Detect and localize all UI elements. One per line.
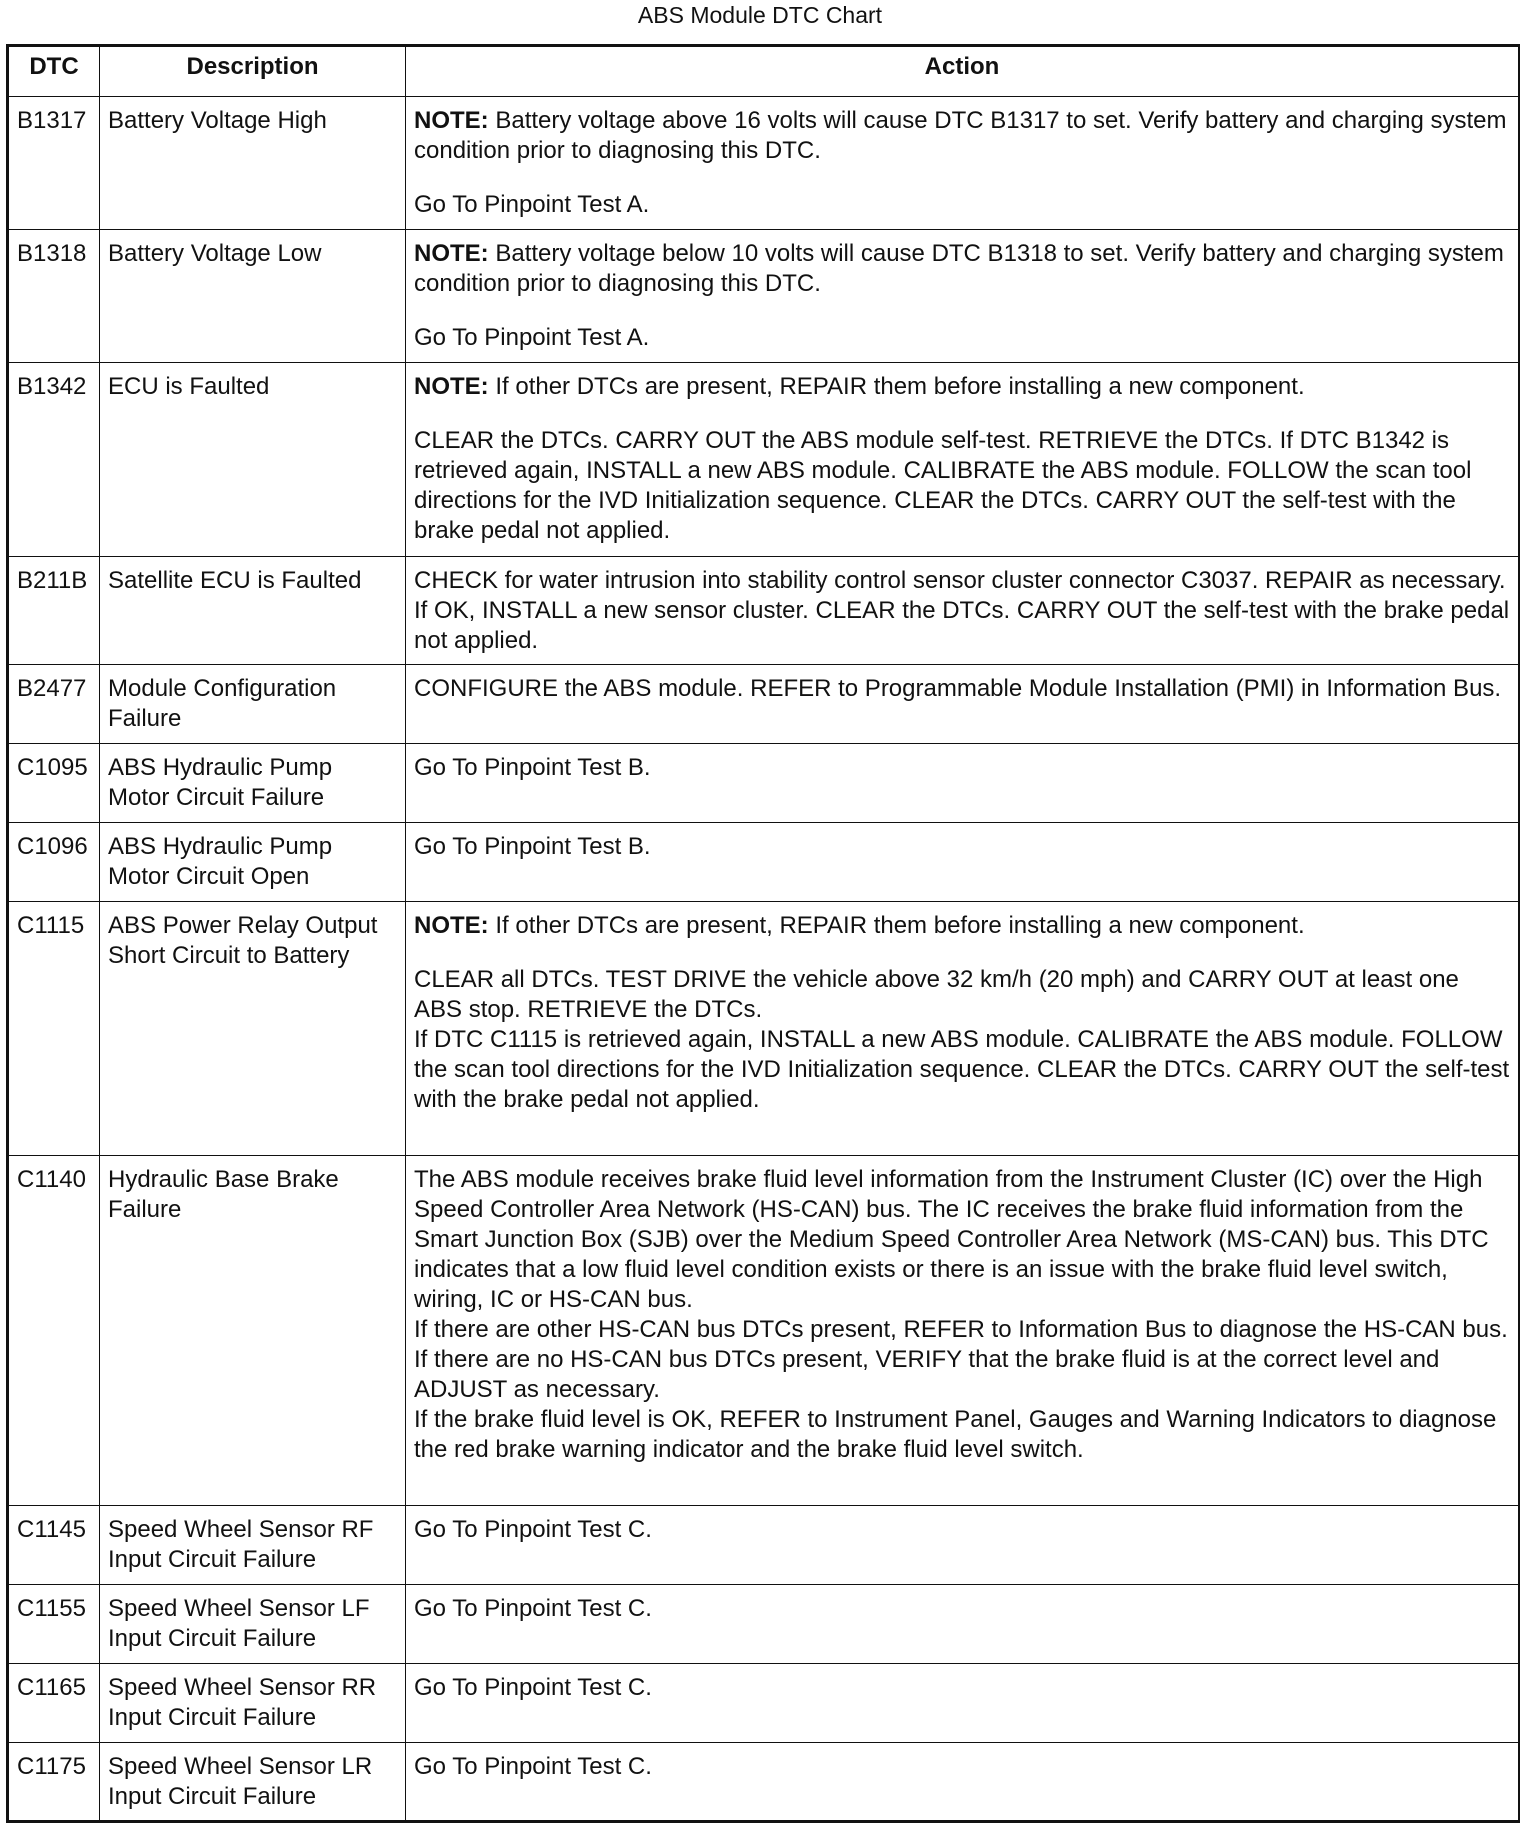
dtc-description: Module Configuration Failure — [100, 665, 406, 744]
table-row — [8, 1585, 1520, 1664]
dtc-action — [406, 97, 1520, 230]
action-text: Go To Pinpoint Test B. — [414, 754, 651, 781]
action-text: Go To Pinpoint Test B. — [414, 833, 651, 860]
note-label: NOTE: — [414, 373, 489, 400]
table-row — [8, 557, 1520, 665]
header-dtc: DTC — [8, 46, 100, 97]
dtc-code: C1115 — [8, 902, 100, 1156]
dtc-description: ECU is Faulted — [100, 363, 406, 557]
action-text: CLEAR the DTCs. CARRY OUT the ABS module self-test. RETRIEVE the DTCs. If DTC B1342 is retrieved again, INSTALL a new ABS module. CALIBRATE the ABS module. FOLLOW the scan tool directions for the IVD Initialization sequence. CLEAR the DTCs. CARRY OUT the self-test with the brake pedal not applied. — [414, 427, 1472, 544]
action-text: Go To Pinpoint Test C. — [414, 1516, 652, 1543]
dtc-description: ABS Power Relay Output Short Circuit to Battery — [100, 902, 406, 1156]
note-label: NOTE: — [414, 240, 489, 267]
action-text: Go To Pinpoint Test C. — [414, 1595, 652, 1622]
dtc-description: Battery Voltage High — [100, 97, 406, 230]
dtc-action — [406, 1506, 1520, 1585]
table-row — [8, 1506, 1520, 1585]
dtc-description: Speed Wheel Sensor LF Input Circuit Failure — [100, 1585, 406, 1664]
dtc-action — [406, 665, 1520, 744]
dtc-code: C1155 — [8, 1585, 100, 1664]
action-text: CLEAR all DTCs. TEST DRIVE the vehicle above 32 km/h (20 mph) and CARRY OUT at least one ABS stop. RETRIEVE the DTCs. — [414, 966, 1459, 1023]
dtc-code: B2477 — [8, 665, 100, 744]
action-text: Go To Pinpoint Test A. — [414, 324, 650, 351]
table-row — [8, 665, 1520, 744]
dtc-action — [406, 557, 1520, 665]
dtc-description: Speed Wheel Sensor RF Input Circuit Failure — [100, 1506, 406, 1585]
table-row — [8, 1664, 1520, 1743]
note-label: NOTE: — [414, 107, 489, 134]
dtc-code: C1140 — [8, 1156, 100, 1506]
table-row — [8, 97, 1520, 230]
dtc-description: ABS Hydraulic Pump Motor Circuit Open — [100, 823, 406, 902]
dtc-action — [406, 363, 1520, 557]
note-paragraph — [414, 372, 1510, 402]
action-text: If there are no HS-CAN bus DTCs present, VERIFY that the brake fluid is at the correct level and ADJUST as necessary. — [414, 1346, 1440, 1403]
dtc-description: Speed Wheel Sensor LR Input Circuit Failure — [100, 1743, 406, 1822]
dtc-table — [6, 44, 1520, 1823]
action-text: CONFIGURE the ABS module. REFER to Programmable Module Installation (PMI) in Information Bus. — [414, 675, 1502, 702]
dtc-code: B211B — [8, 557, 100, 665]
dtc-code: C1145 — [8, 1506, 100, 1585]
dtc-code: C1175 — [8, 1743, 100, 1822]
dtc-code: C1096 — [8, 823, 100, 902]
action-text: Go To Pinpoint Test C. — [414, 1674, 652, 1701]
dtc-action — [406, 902, 1520, 1156]
table-row — [8, 1743, 1520, 1822]
dtc-action — [406, 1156, 1520, 1506]
dtc-description: Satellite ECU is Faulted — [100, 557, 406, 665]
table-row — [8, 1156, 1520, 1506]
dtc-code: C1095 — [8, 744, 100, 823]
note-paragraph — [414, 911, 1510, 941]
table-row — [8, 363, 1520, 557]
chart-title: ABS Module DTC Chart — [637, 2, 883, 28]
dtc-description: Speed Wheel Sensor RR Input Circuit Failure — [100, 1664, 406, 1743]
dtc-description: Hydraulic Base Brake Failure — [100, 1156, 406, 1506]
note-paragraph — [414, 239, 1510, 299]
dtc-description: Battery Voltage Low — [100, 230, 406, 363]
note-text: If other DTCs are present, REPAIR them before installing a new component. — [495, 912, 1305, 939]
dtc-action — [406, 744, 1520, 823]
action-text: If there are other HS-CAN bus DTCs present, REFER to Information Bus to diagnose the HS-CAN bus. — [414, 1316, 1508, 1343]
dtc-code: B1318 — [8, 230, 100, 363]
dtc-action — [406, 230, 1520, 363]
table-row — [8, 902, 1520, 1156]
dtc-action — [406, 1585, 1520, 1664]
dtc-code: C1165 — [8, 1664, 100, 1743]
header-action: Action — [406, 46, 1520, 97]
action-text: Go To Pinpoint Test C. — [414, 1753, 652, 1780]
dtc-description: ABS Hydraulic Pump Motor Circuit Failure — [100, 744, 406, 823]
action-text: CHECK for water intrusion into stability control sensor cluster connector C3037. REPAIR as necessary. If OK, INSTALL a new sensor cluster. CLEAR the DTCs. CARRY OUT the self-test with the brake pedal not applied. — [414, 567, 1510, 654]
action-text: Go To Pinpoint Test A. — [414, 191, 650, 218]
header-description: Description — [100, 46, 406, 97]
table-row — [8, 744, 1520, 823]
dtc-code: B1317 — [8, 97, 100, 230]
note-text: If other DTCs are present, REPAIR them before installing a new component. — [495, 373, 1305, 400]
dtc-action — [406, 1743, 1520, 1822]
dtc-action — [406, 823, 1520, 902]
header-row — [8, 46, 1520, 97]
dtc-code: B1342 — [8, 363, 100, 557]
table-row — [8, 823, 1520, 902]
dtc-action — [406, 1664, 1520, 1743]
note-text: Battery voltage below 10 volts will cause DTC B1318 to set. Verify battery and charging system condition prior to diagnosing this DTC. — [414, 240, 1504, 297]
action-text: If the brake fluid level is OK, REFER to Instrument Panel, Gauges and Warning Indicators to diagnose the red brake warning indicator and the brake fluid level switch. — [414, 1406, 1497, 1463]
action-text: The ABS module receives brake fluid level information from the Instrument Cluster (IC) over the High Speed Controller Area Network (HS-CAN) bus. The IC receives the brake fluid information from the Smart Junction Box (SJB) over the Medium Speed Controller Area Network (MS-CAN) bus. This DTC indicates that a low fluid level condition exists or there is an issue with the brake fluid level switch, wiring, IC or HS-CAN bus. — [414, 1166, 1489, 1313]
table-row — [8, 230, 1520, 363]
note-text: Battery voltage above 16 volts will cause DTC B1317 to set. Verify battery and charging system condition prior to diagnosing this DTC. — [414, 107, 1507, 164]
note-paragraph — [414, 106, 1510, 166]
action-text: If DTC C1115 is retrieved again, INSTALL a new ABS module. CALIBRATE the ABS module. FOLLOW the scan tool directions for the IVD Initialization sequence. CLEAR the DTCs. CARRY OUT the self-test with the brake pedal not applied. — [414, 1026, 1510, 1113]
note-label: NOTE: — [414, 912, 489, 939]
